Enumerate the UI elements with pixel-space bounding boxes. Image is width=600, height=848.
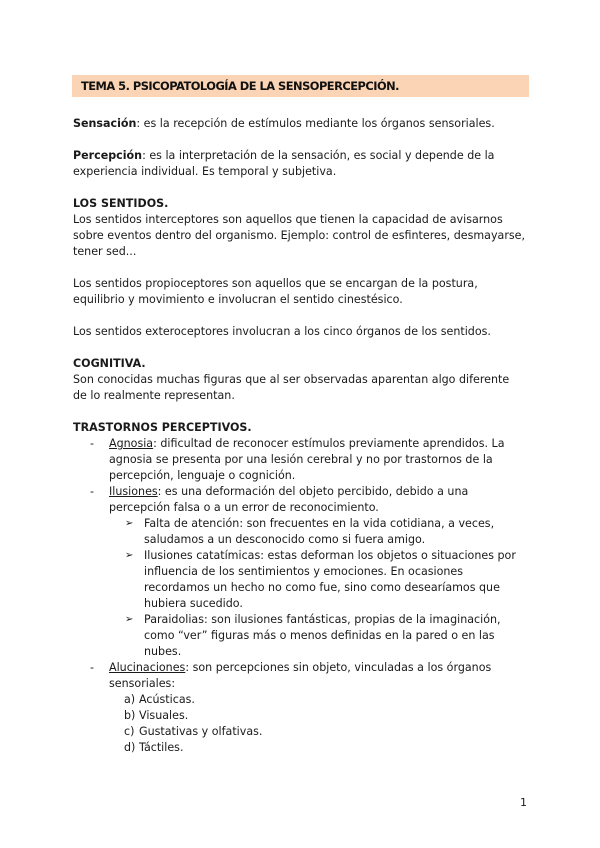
- agnosia-item: [73, 436, 535, 484]
- sentidos-p2-line: Los sentidos propioceptores son aquellos que se encargan de la postura,: [73, 277, 478, 290]
- cognitiva-line: de lo realmente representan.: [73, 389, 235, 402]
- type-label: Visuales.: [139, 709, 189, 722]
- ilusiones-line2: percepción falsa o a un error de reconocimiento.: [109, 501, 379, 514]
- alucinacion-type: [73, 740, 535, 756]
- ilusiones-term: Ilusiones: [109, 485, 158, 498]
- agnosia-term: Agnosia: [109, 437, 154, 450]
- sentidos-p3-line: Los sentidos exteroceptores involucran a los cinco órganos de los sentidos.: [73, 325, 491, 338]
- sub-line: nubes.: [144, 645, 182, 658]
- sentidos-p2-line: equilibrio y movimiento e involucran el sentido cinestésico.: [73, 293, 403, 306]
- type-label: Táctiles.: [139, 741, 184, 754]
- sub-line: Paraidolias: son ilusiones fantásticas, propias de la imaginación,: [144, 613, 501, 626]
- sentidos-p1-line: Los sentidos interceptores son aquellos que tienen la capacidad de avisarnos: [73, 213, 503, 226]
- alucinacion-type: [73, 708, 535, 724]
- agnosia-line2: agnosia se presenta por una lesión cerebral y no por trastornos de la: [109, 453, 493, 466]
- arrow-bullet-icon: ➢: [125, 550, 134, 561]
- cognitiva-line: Son conocidas muchas figuras que al ser observadas aparentan algo diferente: [73, 373, 510, 386]
- type-label: Gustativas y olfativas.: [139, 725, 263, 738]
- percepcion-paragraph: [73, 148, 535, 164]
- dash-bullet: -: [90, 661, 95, 674]
- ilusion-catatimicas: [73, 548, 535, 612]
- agnosia-line3: percepción, lenguaje o cognición.: [109, 469, 296, 482]
- sentidos-heading: LOS SENTIDOS.: [73, 197, 169, 210]
- alucinaciones-term: Alucinaciones: [109, 661, 186, 674]
- sub-line: influencia de los sentimientos y emociones. En ocasiones: [144, 565, 464, 578]
- arrow-bullet-icon: ➢: [125, 518, 134, 529]
- ilusiones-line1: : es una deformación del objeto percibido, debido a una: [157, 485, 469, 498]
- title-banner: [72, 75, 529, 97]
- type-label: Acústicas.: [139, 693, 195, 706]
- ilusiones-item: [73, 484, 535, 516]
- sentidos-p1-line: tener sed...: [73, 245, 137, 258]
- alucinacion-type: [73, 724, 535, 740]
- sentidos-p1-line: sobre eventos dentro del organismo. Ejemplo: control de esfinteres, desmayarse,: [73, 229, 526, 242]
- page-number: 1: [520, 796, 527, 809]
- alucinaciones-item: [73, 660, 535, 692]
- sub-line: Ilusiones catatímicas: estas deforman los objetos o situaciones por: [144, 549, 516, 562]
- percepcion-text-line1: : es la interpretación de la sensación, es social y depende de la: [142, 149, 495, 162]
- percepcion-term: Percepción: [73, 149, 143, 162]
- ilusion-paraidolias: [73, 612, 535, 660]
- dash-bullet: -: [90, 437, 95, 450]
- list-letter: a): [124, 693, 136, 706]
- sensacion-text: : es la recepción de estímulos mediante los órganos sensoriales.: [136, 117, 495, 130]
- agnosia-line1: : dificultad de reconocer estímulos previamente aprendidos. La: [153, 437, 505, 450]
- percepcion-text-line2: experiencia individual. Es temporal y subjetiva.: [73, 165, 337, 178]
- sub-line: saludamos a un desconocido como si fuera amigo.: [144, 533, 426, 546]
- list-letter: b): [124, 709, 136, 722]
- document-body: [73, 116, 535, 756]
- sensacion-term: Sensación: [73, 117, 137, 130]
- alucinaciones-line1: : son percepciones sin objeto, vinculadas a los órganos: [185, 661, 492, 674]
- arrow-bullet-icon: ➢: [125, 614, 134, 625]
- list-letter: c): [124, 725, 135, 738]
- cognitiva-heading: COGNITIVA.: [73, 357, 146, 370]
- alucinacion-type: [73, 692, 535, 708]
- sub-line: como “ver” figuras más o menos definidas en la pared o en las: [144, 629, 495, 642]
- sub-line: hubiera sucedido.: [144, 597, 243, 610]
- ilusion-falta-atencion: [73, 516, 535, 548]
- dash-bullet: -: [90, 485, 95, 498]
- sensacion-paragraph: [73, 116, 535, 132]
- list-letter: d): [124, 741, 136, 754]
- page-title: TEMA 5. PSICOPATOLOGÍA DE LA SENSOPERCEPCIÓN.: [81, 79, 399, 93]
- alucinaciones-line2: sensoriales:: [109, 677, 176, 690]
- trastornos-heading: TRASTORNOS PERCEPTIVOS.: [73, 421, 252, 434]
- sub-line: recordamos un hecho no como fue, sino como desearíamos que: [144, 581, 500, 594]
- sub-line: Falta de atención: son frecuentes en la vida cotidiana, a veces,: [144, 517, 495, 530]
